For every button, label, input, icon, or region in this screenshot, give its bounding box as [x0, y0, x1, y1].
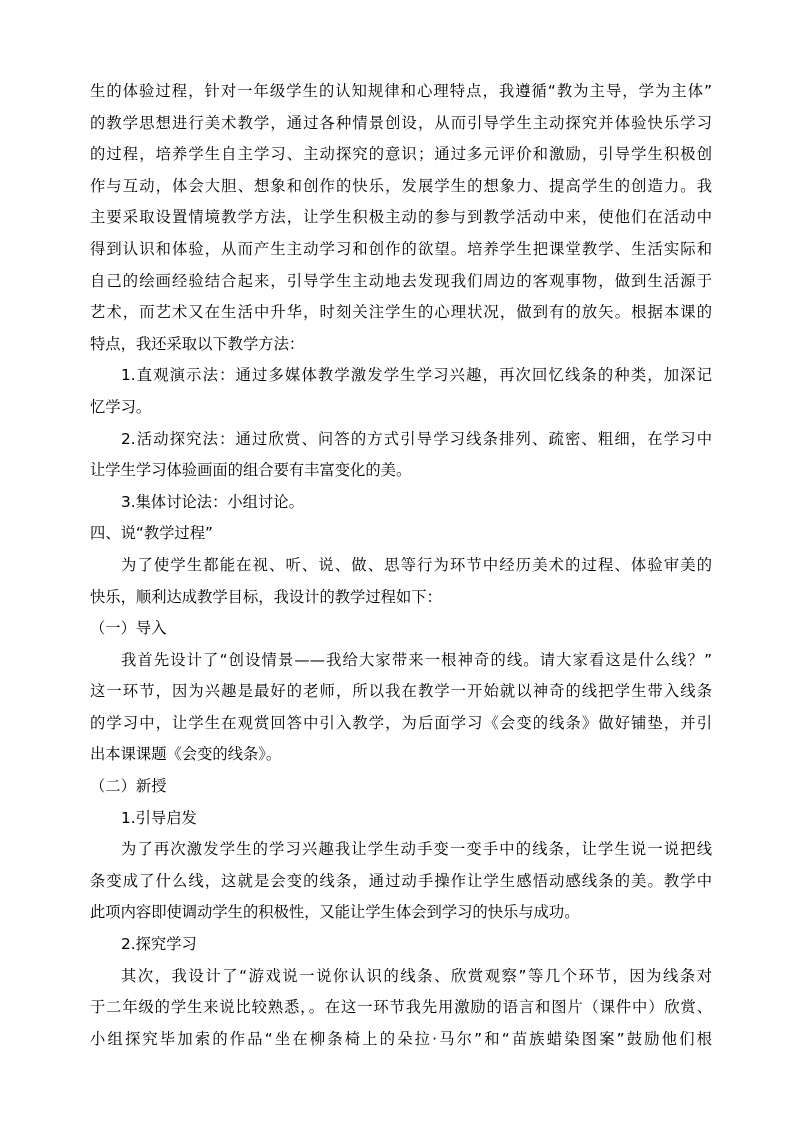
- text-line: 的学习中，让学生在观赏回答中引入教学，为后面学习《会变的线条》做好铺垫，并引: [90, 713, 712, 732]
- text-line: 艺术，而艺术又在生活中升华，时刻关注学生的心理状况，做到有的放矢。根据本课的: [90, 303, 712, 322]
- text-line: 这一环节，因为兴趣是最好的老师，所以我在教学一开始就以神奇的线把学生带入线条: [90, 682, 712, 701]
- text-line: 于二年级的学生来说比较熟悉，。在这一环节我先用激励的语言和图片（课件中）欣赏、: [90, 998, 712, 1017]
- text-line: 快乐，顺利达成教学目标，我设计的教学过程如下：: [90, 587, 442, 606]
- body-text: [90, 76, 712, 1055]
- text-line: 3.集体讨论法：小组讨论。: [121, 492, 304, 511]
- text-line: 自己的绘画经验结合起来，引导学生主动地去发现我们周边的客观事物，做到生活源于: [90, 271, 712, 290]
- text-line: 此项内容即使调动学生的积极性，又能让学生体会到学习的快乐与成功。: [90, 903, 580, 922]
- text-line: （一）导入: [90, 619, 167, 638]
- text-line: 出本课课题《会变的线条》。: [90, 745, 282, 764]
- text-line: 我首先设计了“创设情景——我给大家带来一根神奇的线。请大家看这是什么线？”: [121, 650, 712, 669]
- text-line: 四、说“教学过程”: [90, 524, 213, 543]
- text-line: 让学生学习体验画面的组合要有丰富变化的美。: [90, 461, 412, 480]
- text-line: 2.探究学习: [121, 935, 197, 954]
- text-line: 作与互动，体会大胆、想象和创作的快乐，发展学生的想象力、提高学生的创造力。我: [90, 176, 712, 195]
- text-line: 1.引导启发: [121, 808, 197, 827]
- text-line: 的过程，培养学生自主学习、主动探究的意识；通过多元评价和激励，引导学生积极创: [90, 145, 712, 164]
- text-line: 的教学思想进行美术教学，通过各种情景创设，从而引导学生主动探究并体验快乐学习: [90, 113, 712, 132]
- text-line: 小组探究毕加索的作品“坐在柳条椅上的朵拉·马尔”和“苗族蜡染图案”鼓励他们根: [90, 1029, 712, 1048]
- text-line: 条变成了什么线，这就是会变的线条，通过动手操作让学生感悟动感线条的美。教学中: [90, 871, 712, 890]
- text-line: 1.直观演示法：通过多媒体教学激发学生学习兴趣，再次回忆线条的种类，加深记: [121, 366, 712, 385]
- text-line: 其次，我设计了“游戏说一说你认识的线条、欣赏观察”等几个环节，因为线条对: [121, 966, 712, 985]
- text-line: 生的体验过程，针对一年级学生的认知规律和心理特点，我遵循“教为主导，学为主体”: [90, 82, 712, 100]
- text-line: 2.活动探究法：通过欣赏、问答的方式引导学习线条排列、疏密、粗细，在学习中: [121, 429, 712, 448]
- text-line: 特点，我还采取以下教学方法：: [90, 334, 305, 353]
- text-line: 为了再次激发学生的学习兴趣我让学生动手变一变手中的线条，让学生说一说把线: [121, 840, 712, 859]
- text-line: 忆学习。: [90, 397, 152, 416]
- text-line: 主要采取设置情境教学方法，让学生积极主动的参与到教学活动中来，使他们在活动中: [90, 208, 712, 227]
- text-line: 得到认识和体验，从而产生主动学习和创作的欲望。培养学生把课堂教学、生活实际和: [90, 239, 712, 258]
- text-line: 为了使学生都能在视、听、说、做、思等行为环节中经历美术的过程、体验审美的: [121, 555, 712, 574]
- text-line: （二）新授: [90, 777, 167, 796]
